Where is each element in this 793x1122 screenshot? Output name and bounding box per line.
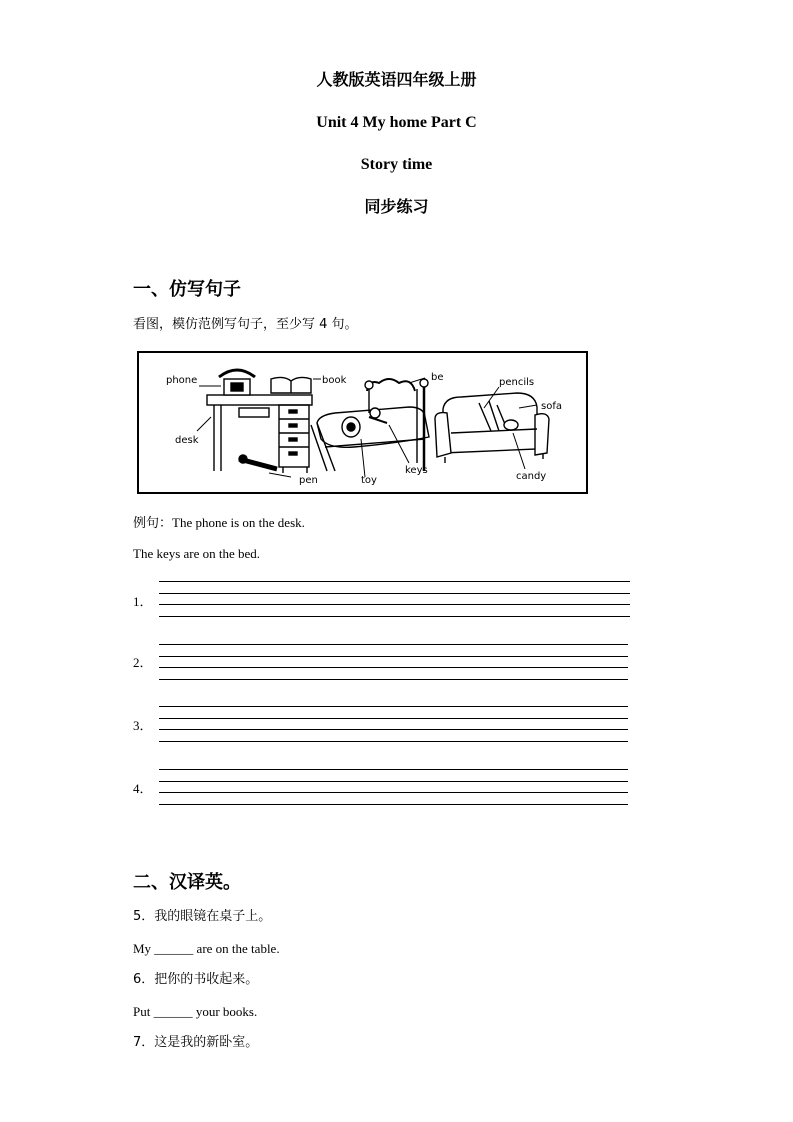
- label-candy: candy: [516, 471, 547, 482]
- writing-line: [159, 741, 628, 742]
- label-sofa: sofa: [541, 401, 562, 412]
- writing-line: [159, 679, 628, 680]
- writing-area-4[interactable]: [133, 768, 633, 808]
- bed-drawing: [311, 379, 429, 471]
- sofa-drawing: [435, 393, 549, 463]
- label-toy: toy: [361, 475, 377, 486]
- example-sentence-2: The keys are on the bed.: [133, 546, 261, 561]
- answer-5[interactable]: My ______ are on the table.: [133, 941, 280, 956]
- section1-instruction: 看图，模仿范例写句子，至少写 4 句。: [133, 317, 358, 332]
- writing-line: [159, 593, 630, 594]
- label-book: book: [322, 375, 347, 386]
- title-story-time: Story time: [360, 156, 433, 173]
- label-keys: keys: [405, 465, 428, 476]
- label-phone: phone: [166, 375, 198, 386]
- phone-drawing: [219, 370, 255, 395]
- writing-line: [159, 804, 628, 805]
- writing-line: [159, 581, 630, 582]
- item-number-2: 2．: [133, 655, 153, 670]
- writing-line: [159, 656, 628, 657]
- writing-line: [159, 644, 628, 645]
- question-6: 6．把你的书收起来。: [133, 972, 259, 987]
- question-7: 7．这是我的新卧室。: [133, 1035, 259, 1050]
- item-number-4: 4．: [133, 781, 153, 796]
- example-sentence: The phone is on the desk.: [172, 515, 305, 530]
- section2-heading: 二、汉译英。: [133, 872, 241, 893]
- example-prefix: 例句：: [133, 516, 173, 531]
- label-pen: pen: [299, 475, 318, 486]
- item-number-1: 1．: [133, 594, 153, 609]
- writing-line: [159, 604, 630, 605]
- book-drawing: [271, 377, 311, 393]
- writing-area-3[interactable]: [133, 705, 633, 745]
- title-chinese: 人教版英语四年级上册: [316, 70, 477, 89]
- title-unit: Unit 4 My home Part C: [316, 114, 477, 131]
- pen-drawing: [239, 455, 277, 469]
- writing-area-1[interactable]: [133, 580, 633, 620]
- room-picture: [137, 351, 588, 494]
- example-line: [133, 514, 305, 533]
- writing-line: [159, 769, 628, 770]
- writing-line: [159, 706, 628, 707]
- writing-line: [159, 792, 628, 793]
- writing-line: [159, 729, 628, 730]
- label-pencils: pencils: [499, 377, 535, 388]
- writing-line: [159, 781, 628, 782]
- label-desk: desk: [175, 435, 199, 446]
- writing-line: [159, 616, 630, 617]
- item-number-3: 3．: [133, 718, 153, 733]
- section1-heading: 一、仿写句子: [133, 279, 241, 300]
- answer-6[interactable]: Put ______ your books.: [133, 1004, 258, 1019]
- title-practice: 同步练习: [364, 197, 429, 216]
- writing-area-2[interactable]: [133, 643, 633, 683]
- question-5: 5．我的眼镜在桌子上。: [133, 909, 272, 924]
- room-illustration: [139, 353, 586, 492]
- writing-line: [159, 718, 628, 719]
- writing-line: [159, 667, 628, 668]
- desk-drawing: [207, 395, 312, 473]
- label-be: be: [431, 372, 444, 383]
